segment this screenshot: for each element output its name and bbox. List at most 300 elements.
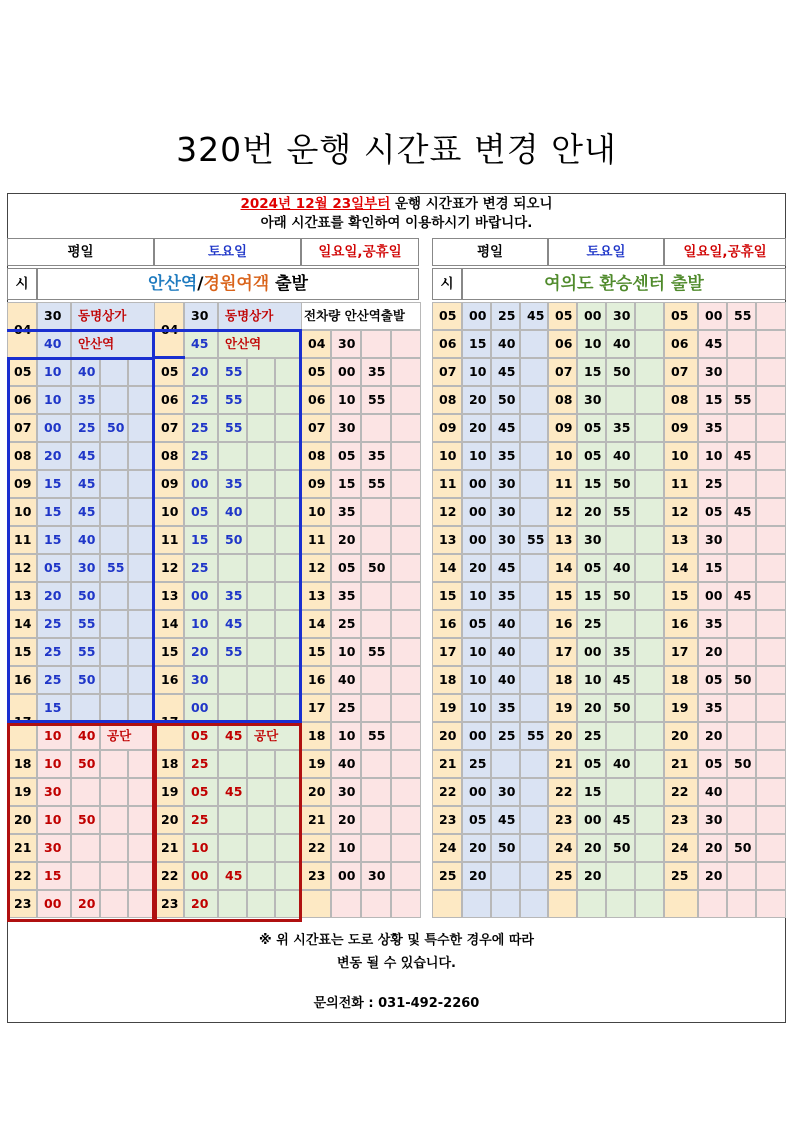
minute-cell: 10 xyxy=(37,722,71,750)
minute-cell: 40 xyxy=(698,778,727,806)
hour-cell: 13 xyxy=(301,582,331,610)
minute-cell xyxy=(577,890,606,918)
minute-cell xyxy=(275,610,302,638)
minute-cell xyxy=(128,890,155,918)
minute-cell: 20 xyxy=(462,386,491,414)
minute-cell xyxy=(391,554,421,582)
minute-cell: 20 xyxy=(37,582,71,610)
minute-cell xyxy=(100,358,128,386)
minute-cell xyxy=(218,806,247,834)
minute-cell: 10 xyxy=(462,694,491,722)
minute-cell: 10 xyxy=(331,722,361,750)
minute-cell xyxy=(756,778,786,806)
minute-cell xyxy=(361,610,391,638)
departure-gyeongwon: 경원여객 xyxy=(203,274,270,294)
minute-cell xyxy=(100,526,128,554)
minute-cell: 45 xyxy=(71,498,100,526)
hour-cell: 13 xyxy=(432,526,462,554)
minute-cell xyxy=(606,778,635,806)
hour-cell: 05 xyxy=(154,358,184,386)
hour-cell: 06 xyxy=(548,330,577,358)
minute-cell: 20 xyxy=(698,862,727,890)
minute-cell: 40 xyxy=(218,498,247,526)
hour-cell: 18 xyxy=(154,750,184,778)
minute-cell xyxy=(727,610,756,638)
minute-cell xyxy=(756,302,786,330)
minute-cell: 15 xyxy=(698,386,727,414)
minute-cell xyxy=(756,498,786,526)
hour-cell xyxy=(432,890,462,918)
minute-cell: 40 xyxy=(71,722,100,750)
header-right-saturday: 토요일 xyxy=(548,238,664,266)
minute-cell: 25 xyxy=(37,610,71,638)
minute-cell xyxy=(520,806,548,834)
minute-cell: 30 xyxy=(606,302,635,330)
minute-cell: 25 xyxy=(71,414,100,442)
minute-cell: 35 xyxy=(331,498,361,526)
minute-cell: 30 xyxy=(577,386,606,414)
minute-cell: 45 xyxy=(606,806,635,834)
minute-cell: 50 xyxy=(727,666,756,694)
minute-cell: 10 xyxy=(184,610,218,638)
hour-cell: 17 xyxy=(154,694,184,750)
minute-cell: 40 xyxy=(491,666,520,694)
minute-cell: 00 xyxy=(698,582,727,610)
minute-cell xyxy=(361,890,391,918)
minute-cell xyxy=(218,442,247,470)
hour-cell: 14 xyxy=(548,554,577,582)
header-left-weekday: 평일 xyxy=(7,238,154,266)
minute-cell xyxy=(756,694,786,722)
minute-cell: 35 xyxy=(698,414,727,442)
minute-cell xyxy=(128,638,155,666)
hour-cell: 07 xyxy=(301,414,331,442)
minute-cell: 45 xyxy=(218,722,247,750)
minute-cell: 20 xyxy=(698,834,727,862)
hour-cell: 08 xyxy=(7,442,37,470)
minute-cell xyxy=(128,498,155,526)
hour-cell: 23 xyxy=(548,806,577,834)
minute-cell: 10 xyxy=(462,638,491,666)
minute-cell: 25 xyxy=(184,414,218,442)
minute-cell xyxy=(756,386,786,414)
hour-cell: 15 xyxy=(154,638,184,666)
minute-cell xyxy=(520,890,548,918)
minute-cell xyxy=(128,806,155,834)
minute-cell xyxy=(71,862,100,890)
notice-line2: 아래 시간표를 확인하여 이용하시기 바랍니다. xyxy=(260,215,533,231)
hour-cell: 20 xyxy=(548,722,577,750)
minute-cell: 40 xyxy=(491,610,520,638)
minute-cell: 25 xyxy=(184,442,218,470)
minute-cell: 10 xyxy=(331,638,361,666)
hour-cell: 16 xyxy=(301,666,331,694)
hour-cell: 07 xyxy=(7,414,37,442)
minute-cell xyxy=(247,694,275,722)
minute-cell: 05 xyxy=(184,498,218,526)
minute-cell: 35 xyxy=(331,582,361,610)
minute-cell xyxy=(635,442,664,470)
minute-cell xyxy=(756,806,786,834)
minute-cell: 45 xyxy=(218,610,247,638)
hour-cell: 14 xyxy=(7,610,37,638)
minute-cell: 30 xyxy=(37,834,71,862)
hour-cell: 18 xyxy=(7,750,37,778)
minute-cell xyxy=(756,470,786,498)
hour-cell: 17 xyxy=(548,638,577,666)
minute-cell xyxy=(756,750,786,778)
minute-cell: 05 xyxy=(698,750,727,778)
minute-cell: 35 xyxy=(491,694,520,722)
minute-cell: 55 xyxy=(361,470,391,498)
minute-cell: 35 xyxy=(606,638,635,666)
hour-cell: 17 xyxy=(432,638,462,666)
minute-cell xyxy=(275,554,302,582)
minute-cell xyxy=(247,470,275,498)
minute-cell: 10 xyxy=(37,806,71,834)
minute-cell: 00 xyxy=(577,302,606,330)
minute-cell: 15 xyxy=(37,862,71,890)
footer-note-2: 변동 될 수 있습니다. xyxy=(337,956,456,971)
minute-cell xyxy=(391,778,421,806)
minute-cell: 25 xyxy=(491,722,520,750)
minute-cell xyxy=(100,750,128,778)
minute-cell xyxy=(128,582,155,610)
minute-cell xyxy=(635,890,664,918)
minute-cell xyxy=(275,862,302,890)
minute-cell xyxy=(275,666,302,694)
minute-cell xyxy=(606,890,635,918)
minute-cell xyxy=(635,302,664,330)
minute-cell xyxy=(247,862,275,890)
hour-cell: 09 xyxy=(154,470,184,498)
footer-contact: 문의전화 : 031-492-2260 xyxy=(313,996,480,1011)
hour-cell: 21 xyxy=(432,750,462,778)
minute-cell xyxy=(635,722,664,750)
minute-cell: 35 xyxy=(361,358,391,386)
minute-cell xyxy=(275,806,302,834)
hour-cell: 13 xyxy=(664,526,698,554)
minute-cell xyxy=(128,610,155,638)
hour-cell: 19 xyxy=(7,778,37,806)
minute-cell xyxy=(635,330,664,358)
minute-cell xyxy=(247,806,275,834)
header-right-weekday: 평일 xyxy=(432,238,548,266)
minute-cell: 15 xyxy=(331,470,361,498)
minute-cell xyxy=(275,638,302,666)
hour-cell: 23 xyxy=(432,806,462,834)
minute-cell: 55 xyxy=(606,498,635,526)
minute-cell: 00 xyxy=(184,862,218,890)
minute-cell: 15 xyxy=(698,554,727,582)
minute-cell xyxy=(218,890,247,918)
hour-cell xyxy=(548,890,577,918)
minute-cell xyxy=(361,582,391,610)
minute-cell: 50 xyxy=(727,750,756,778)
minute-cell xyxy=(635,862,664,890)
hour-cell: 08 xyxy=(548,386,577,414)
minute-cell: 20 xyxy=(71,890,100,918)
hour-cell: 08 xyxy=(664,386,698,414)
hour-cell: 07 xyxy=(432,358,462,386)
hour-cell: 10 xyxy=(664,442,698,470)
minute-cell: 40 xyxy=(71,526,100,554)
minute-cell: 40 xyxy=(37,330,71,358)
minute-cell: 20 xyxy=(37,442,71,470)
minute-cell xyxy=(275,694,302,722)
hour-cell: 04 xyxy=(7,302,37,358)
minute-cell: 10 xyxy=(698,442,727,470)
minute-cell: 10 xyxy=(37,358,71,386)
minute-cell: 15 xyxy=(184,526,218,554)
hour-cell: 21 xyxy=(7,834,37,862)
minute-cell xyxy=(218,694,247,722)
minute-cell xyxy=(635,358,664,386)
minute-cell xyxy=(606,862,635,890)
hour-cell: 25 xyxy=(664,862,698,890)
minute-cell: 20 xyxy=(462,414,491,442)
minute-cell xyxy=(635,582,664,610)
minute-cell: 20 xyxy=(331,526,361,554)
minute-cell: 45 xyxy=(727,498,756,526)
minute-cell: 00 xyxy=(462,302,491,330)
minute-cell: 50 xyxy=(727,834,756,862)
minute-cell: 20 xyxy=(577,834,606,862)
minute-cell: 00 xyxy=(37,414,71,442)
departure-left xyxy=(37,268,419,300)
hour-cell: 10 xyxy=(154,498,184,526)
hour-cell: 24 xyxy=(664,834,698,862)
minute-cell: 55 xyxy=(71,610,100,638)
minute-cell xyxy=(756,722,786,750)
hour-cell: 10 xyxy=(301,498,331,526)
minute-cell: 50 xyxy=(71,750,100,778)
minute-cell: 30 xyxy=(491,470,520,498)
minute-cell xyxy=(391,526,421,554)
minute-cell xyxy=(520,862,548,890)
special-label-gongdan: 공단 xyxy=(100,722,155,750)
minute-cell: 25 xyxy=(37,666,71,694)
minute-cell: 20 xyxy=(577,862,606,890)
hour-cell: 10 xyxy=(7,498,37,526)
minute-cell: 50 xyxy=(491,386,520,414)
minute-cell: 55 xyxy=(361,638,391,666)
minute-cell: 50 xyxy=(361,554,391,582)
hour-cell: 17 xyxy=(7,694,37,750)
minute-cell: 50 xyxy=(71,666,100,694)
minute-cell: 40 xyxy=(71,358,100,386)
minute-cell xyxy=(391,806,421,834)
hour-cell: 09 xyxy=(432,414,462,442)
minute-cell xyxy=(128,862,155,890)
minute-cell xyxy=(275,890,302,918)
minute-cell xyxy=(361,834,391,862)
minute-cell xyxy=(391,666,421,694)
minute-cell xyxy=(128,666,155,694)
minute-cell xyxy=(520,442,548,470)
minute-cell: 25 xyxy=(184,554,218,582)
minute-cell xyxy=(275,778,302,806)
hour-cell: 10 xyxy=(432,442,462,470)
minute-cell: 15 xyxy=(37,498,71,526)
hour-cell: 19 xyxy=(548,694,577,722)
minute-cell xyxy=(756,834,786,862)
minute-cell: 05 xyxy=(577,750,606,778)
minute-cell: 00 xyxy=(462,526,491,554)
minute-cell xyxy=(218,834,247,862)
hour-cell: 18 xyxy=(301,722,331,750)
minute-cell xyxy=(128,386,155,414)
minute-cell xyxy=(635,694,664,722)
minute-cell xyxy=(520,638,548,666)
minute-cell: 30 xyxy=(491,526,520,554)
minute-cell: 00 xyxy=(184,694,218,722)
hour-cell: 23 xyxy=(154,890,184,918)
minute-cell: 20 xyxy=(462,862,491,890)
minute-cell xyxy=(491,862,520,890)
minute-cell: 45 xyxy=(520,302,548,330)
minute-cell: 40 xyxy=(606,750,635,778)
minute-cell: 45 xyxy=(491,358,520,386)
minute-cell: 25 xyxy=(37,638,71,666)
minute-cell: 30 xyxy=(698,526,727,554)
minute-cell: 40 xyxy=(606,330,635,358)
minute-cell: 10 xyxy=(331,834,361,862)
hour-cell: 21 xyxy=(548,750,577,778)
departure-ansan: 안산역 xyxy=(148,274,198,294)
hour-cell: 07 xyxy=(548,358,577,386)
minute-cell: 10 xyxy=(462,582,491,610)
minute-cell xyxy=(100,470,128,498)
hour-cell: 13 xyxy=(7,582,37,610)
minute-cell: 00 xyxy=(577,638,606,666)
minute-cell: 55 xyxy=(218,638,247,666)
minute-cell: 05 xyxy=(331,442,361,470)
minute-cell: 45 xyxy=(71,470,100,498)
minute-cell xyxy=(635,638,664,666)
special-label-gongdan: 공단 xyxy=(247,722,302,750)
minute-cell: 50 xyxy=(606,694,635,722)
minute-cell xyxy=(275,834,302,862)
minute-cell: 55 xyxy=(520,722,548,750)
minute-cell: 30 xyxy=(37,302,71,330)
minute-cell xyxy=(391,638,421,666)
hour-cell: 14 xyxy=(154,610,184,638)
minute-cell: 35 xyxy=(491,582,520,610)
hour-cell: 23 xyxy=(301,862,331,890)
hour-cell: 04 xyxy=(154,302,184,358)
hour-cell: 15 xyxy=(7,638,37,666)
minute-cell xyxy=(698,890,727,918)
minute-cell: 00 xyxy=(331,358,361,386)
minute-cell xyxy=(361,778,391,806)
minute-cell xyxy=(520,610,548,638)
minute-cell: 50 xyxy=(218,526,247,554)
hour-cell: 20 xyxy=(7,806,37,834)
minute-cell: 55 xyxy=(100,554,128,582)
minute-cell: 45 xyxy=(491,554,520,582)
hour-label-left: 시 xyxy=(7,268,37,300)
minute-cell: 10 xyxy=(462,666,491,694)
hour-cell: 20 xyxy=(432,722,462,750)
hour-cell: 06 xyxy=(432,330,462,358)
minute-cell: 35 xyxy=(218,470,247,498)
minute-cell: 00 xyxy=(331,862,361,890)
hour-cell: 11 xyxy=(154,526,184,554)
minute-cell xyxy=(391,442,421,470)
hour-cell: 25 xyxy=(548,862,577,890)
minute-cell: 30 xyxy=(331,414,361,442)
minute-cell: 15 xyxy=(577,358,606,386)
minute-cell xyxy=(727,806,756,834)
minute-cell xyxy=(520,666,548,694)
hour-cell: 20 xyxy=(301,778,331,806)
minute-cell xyxy=(391,722,421,750)
minute-cell xyxy=(756,638,786,666)
minute-cell xyxy=(727,470,756,498)
minute-cell xyxy=(100,638,128,666)
minute-cell xyxy=(635,554,664,582)
minute-cell: 15 xyxy=(462,330,491,358)
minute-cell: 25 xyxy=(577,610,606,638)
hour-cell: 16 xyxy=(548,610,577,638)
minute-cell xyxy=(275,498,302,526)
minute-cell: 45 xyxy=(606,666,635,694)
minute-cell xyxy=(100,386,128,414)
minute-cell xyxy=(635,750,664,778)
minute-cell xyxy=(71,778,100,806)
minute-cell xyxy=(100,498,128,526)
minute-cell: 55 xyxy=(218,414,247,442)
minute-cell: 10 xyxy=(462,358,491,386)
minute-cell: 45 xyxy=(698,330,727,358)
minute-cell xyxy=(247,638,275,666)
minute-cell: 00 xyxy=(462,722,491,750)
hour-cell: 11 xyxy=(301,526,331,554)
hour-cell: 19 xyxy=(154,778,184,806)
hour-cell: 09 xyxy=(7,470,37,498)
minute-cell xyxy=(635,666,664,694)
hour-cell: 12 xyxy=(664,498,698,526)
minute-cell xyxy=(520,470,548,498)
hour-cell: 21 xyxy=(154,834,184,862)
minute-cell xyxy=(361,666,391,694)
minute-cell: 25 xyxy=(331,610,361,638)
page-title: 320번 운행 시간표 변경 안내 xyxy=(176,130,617,169)
minute-cell: 00 xyxy=(184,470,218,498)
minute-cell xyxy=(247,834,275,862)
notice-line1: 운행 시간표가 변경 되오니 xyxy=(390,196,553,212)
hour-cell: 24 xyxy=(548,834,577,862)
minute-cell: 25 xyxy=(331,694,361,722)
minute-cell: 45 xyxy=(727,442,756,470)
minute-cell: 30 xyxy=(71,554,100,582)
hour-cell: 05 xyxy=(7,358,37,386)
minute-cell xyxy=(606,526,635,554)
minute-cell: 35 xyxy=(698,610,727,638)
hour-cell: 07 xyxy=(154,414,184,442)
minute-cell: 25 xyxy=(184,750,218,778)
minute-cell xyxy=(100,582,128,610)
minute-cell xyxy=(520,582,548,610)
hour-cell: 11 xyxy=(548,470,577,498)
minute-cell: 30 xyxy=(698,806,727,834)
minute-cell xyxy=(128,778,155,806)
hour-cell: 12 xyxy=(7,554,37,582)
minute-cell xyxy=(361,498,391,526)
hour-cell: 15 xyxy=(432,582,462,610)
minute-cell: 25 xyxy=(491,302,520,330)
